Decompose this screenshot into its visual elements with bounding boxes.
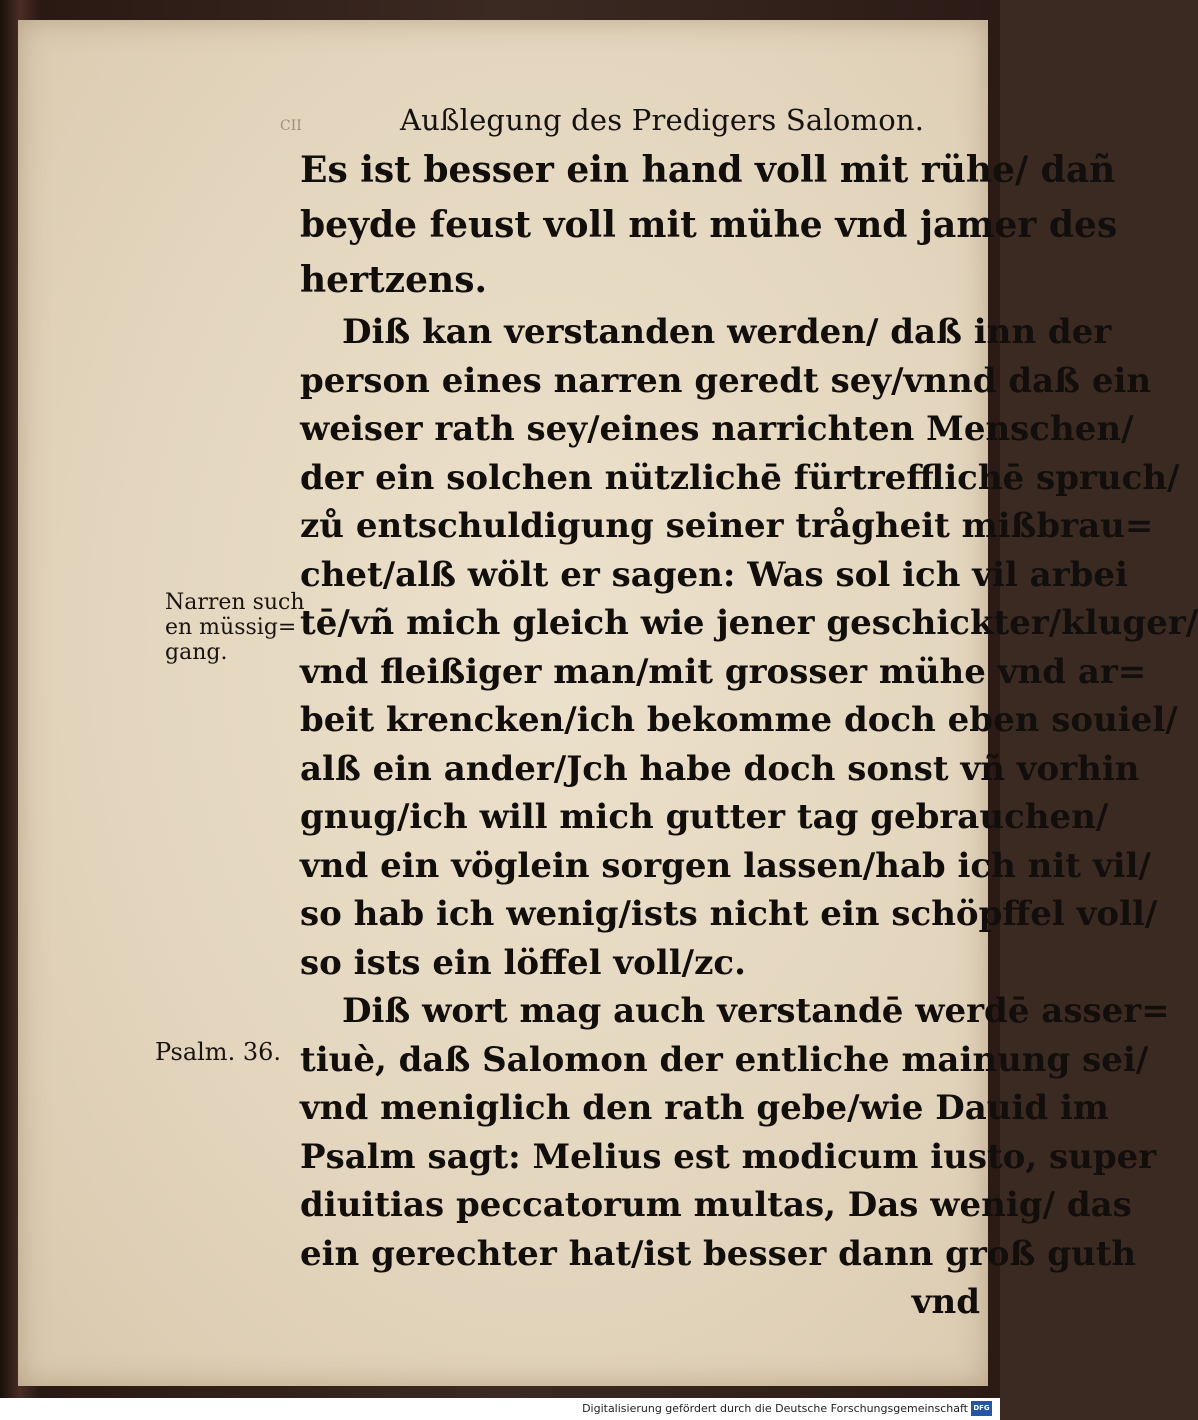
running-head: Außlegung des Predigers Salomon. — [400, 103, 925, 137]
text-line: vnd fleißiger man/mit grosser mühe vnd ar= — [300, 651, 1147, 692]
margin-note-narren — [165, 590, 305, 665]
body-text — [300, 143, 1198, 1327]
text-line: chet/alß wölt er sagen: Was sol ich vil arbei — [300, 554, 1128, 595]
book-page — [18, 20, 1198, 1386]
text-line: tē/vñ mich gleich wie jener geschickter/kluger/ — [300, 603, 1198, 643]
text-line: der ein solchen nützlichē fürtrefflichē spruch/ — [300, 457, 1180, 498]
funding-credit: Digitalisierung gefördert durch die Deutsche Forschungsgemeinschaft — [582, 1402, 968, 1415]
text-line: vnd ein vöglein sorgen lassen/hab ich nit vil/ — [300, 845, 1151, 886]
text-line: diuitias peccatorum multas, Das wenig/ das — [300, 1185, 1132, 1225]
margin-note-psalm: Psalm. 36. — [155, 1038, 281, 1066]
text-line: zů entschuldigung seiner trågheit mißbrau= — [300, 506, 1154, 546]
text-line: so ists ein löffel voll/zc. — [300, 942, 746, 983]
text-line: vnd meniglich den rath gebe/wie Dauid im — [300, 1088, 1109, 1128]
text-line: person eines narren geredt sey/vnnd daß ein — [300, 360, 1152, 401]
text-line: beyde feust voll mit mühe vnd jamer des — [300, 204, 1118, 246]
text-line: Es ist besser ein hand voll mit rühe/ dañ — [300, 149, 1116, 191]
page-folio: CII — [280, 118, 302, 134]
text-line: alß ein ander/Jch habe doch sonst vñ vorhin — [300, 748, 1140, 789]
text-line: beit krencken/ich bekomme doch eben souiel/ — [300, 700, 1178, 740]
text-line: tiuè, daß Salomon der entliche mainung sei/ — [300, 1039, 1149, 1080]
text-line: hertzens. — [300, 259, 487, 301]
text-line: weiser rath sey/eines narrichten Menschen/ — [300, 409, 1134, 449]
text-line: gnug/ich will mich gutter tag gebrauchen/ — [300, 797, 1109, 837]
text-line: Diß wort mag auch verstandē werdē asser= — [342, 991, 1170, 1031]
text-line: Diß kan verstanden werden/ daß inn der — [342, 312, 1112, 352]
text-line: ein gerechter hat/ist besser dann groß guth — [300, 1233, 1137, 1274]
text-line: so hab ich wenig/ists nicht ein schöpffel voll/ — [300, 894, 1158, 934]
text-line: Psalm sagt: Melius est modicum iusto, super — [300, 1136, 1157, 1177]
footer-bar — [0, 1398, 1000, 1420]
margin-note-line: en müssig= — [165, 615, 297, 640]
dfg-logo-icon: DFG — [971, 1401, 992, 1416]
margin-note-line: Narren such — [165, 590, 305, 615]
catchword: vnd — [911, 1282, 980, 1322]
margin-note-line: gang. — [165, 640, 228, 665]
